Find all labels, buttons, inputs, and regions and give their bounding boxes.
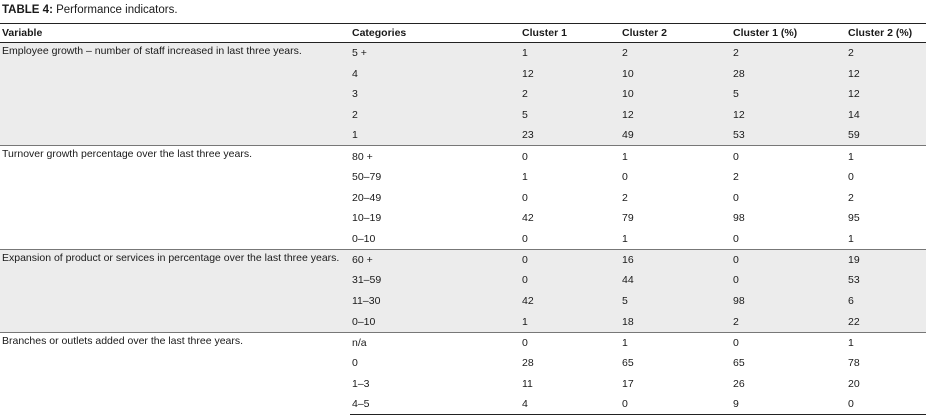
header-cluster-2: Cluster 2 — [620, 24, 731, 43]
table-caption-text: Performance indicators. — [56, 4, 178, 16]
cluster-2-percent-cell: 2 — [848, 191, 854, 204]
cluster-2-cell: 5 — [620, 291, 731, 312]
header-categories: Categories — [350, 24, 520, 43]
cluster-2-percent-cell: 14 — [846, 105, 926, 126]
cluster-2-cell: 65 — [622, 357, 634, 370]
category-cell: 0–10 — [350, 311, 520, 332]
cluster-2-percent-cell: 22 — [846, 311, 926, 332]
cluster-2-percent-cell: 1 — [846, 146, 926, 167]
category-cell: 3 — [350, 84, 520, 105]
cluster-1-cell: 23 — [520, 125, 620, 146]
cluster-1-percent-cell: 98 — [733, 212, 745, 225]
group-turnover-growth — [0, 146, 926, 249]
cluster-1-cell: 11 — [522, 377, 533, 390]
cluster-2-cell: 1 — [620, 332, 731, 353]
category-cell: 0–10 — [352, 232, 376, 245]
cluster-1-cell: 42 — [520, 291, 620, 312]
cluster-2-cell: 16 — [620, 249, 731, 270]
header-cluster-1-percent: Cluster 1 (%) — [731, 24, 846, 43]
cluster-2-percent-cell: 2 — [846, 43, 926, 64]
table-row — [0, 43, 926, 64]
category-cell: 11–30 — [350, 291, 520, 312]
cluster-1-cell: 0 — [520, 270, 620, 291]
cluster-2-cell: 0 — [620, 394, 731, 415]
cluster-2-percent-cell: 0 — [848, 170, 854, 183]
category-cell: 1 — [350, 125, 520, 146]
cluster-2-cell: 10 — [620, 63, 731, 84]
cluster-1-percent-cell: 9 — [731, 394, 846, 415]
cluster-2-percent-cell: 0 — [846, 394, 926, 415]
cluster-2-cell: 12 — [620, 105, 731, 126]
cluster-2-cell: 44 — [620, 270, 731, 291]
cluster-1-cell: 0 — [520, 146, 620, 167]
cluster-2-cell: 49 — [620, 125, 731, 146]
cluster-1-cell: 42 — [522, 212, 534, 225]
variable-cell: Turnover growth percentage over the last three years. — [0, 146, 350, 249]
table-row — [0, 249, 926, 270]
category-cell: 4–5 — [350, 394, 520, 415]
cluster-1-cell: 12 — [520, 63, 620, 84]
category-cell: 0 — [352, 357, 358, 370]
header-row — [0, 24, 926, 43]
performance-indicators-table — [0, 23, 926, 415]
cluster-1-percent-cell: 0 — [731, 146, 846, 167]
table-row — [0, 146, 926, 167]
cluster-1-cell: 28 — [522, 357, 534, 370]
cluster-2-cell: 1 — [622, 232, 628, 245]
cluster-1-percent-cell: 0 — [731, 270, 846, 291]
category-cell: 5 + — [350, 43, 520, 64]
category-cell: 20–49 — [352, 191, 382, 204]
group-expansion — [0, 249, 926, 332]
table-caption — [2, 2, 178, 18]
category-cell: 4 — [350, 63, 520, 84]
cluster-1-cell: 5 — [520, 105, 620, 126]
cluster-1-percent-cell: 65 — [733, 357, 745, 370]
table-row — [0, 332, 926, 353]
variable-cell: Expansion of product or services in percentage over the last three years. — [0, 249, 350, 332]
cluster-1-percent-cell: 2 — [731, 43, 846, 64]
cluster-1-percent-cell: 53 — [731, 125, 846, 146]
variable-cell: Employee growth – number of staff increased in last three years. — [0, 43, 350, 146]
cluster-2-cell: 0 — [622, 170, 628, 183]
category-cell: 31–59 — [350, 270, 520, 291]
category-cell: 50–79 — [352, 170, 382, 183]
category-cell: 1–3 — [352, 377, 370, 390]
header-variable: Variable — [0, 24, 350, 43]
cluster-2-cell: 17 — [622, 377, 634, 390]
cluster-1-cell: 1 — [520, 311, 620, 332]
category-cell: 10–19 — [352, 212, 382, 225]
header-cluster-1: Cluster 1 — [520, 24, 620, 43]
cluster-1-percent-cell: 0 — [731, 332, 846, 353]
cluster-2-percent-cell: 12 — [846, 84, 926, 105]
cluster-1-percent-cell: 0 — [731, 249, 846, 270]
cluster-1-cell: 0 — [520, 249, 620, 270]
cluster-1-cell: 0 — [520, 332, 620, 353]
cluster-2-percent-cell: 1 — [848, 232, 854, 245]
category-cell: 80 + — [350, 146, 520, 167]
cluster-1-percent-cell: 28 — [731, 63, 846, 84]
cluster-1-cell: 1 — [520, 43, 620, 64]
cluster-2-cell: 2 — [620, 43, 731, 64]
cluster-1-cell: 0 — [522, 232, 528, 245]
table-caption-label: TABLE 4: — [2, 4, 53, 16]
cluster-1-cell: 4 — [520, 394, 620, 415]
category-cell: 60 + — [350, 249, 520, 270]
cluster-1-percent-cell: 5 — [731, 84, 846, 105]
category-cell: n/a — [350, 332, 520, 353]
group-branches-outlets — [0, 332, 926, 415]
cluster-2-cell: 79 — [622, 212, 634, 225]
header-cluster-2-percent: Cluster 2 (%) — [846, 24, 926, 43]
cluster-2-cell: 2 — [622, 191, 628, 204]
cluster-2-percent-cell: 20 — [848, 377, 860, 390]
cluster-1-cell: 0 — [522, 191, 528, 204]
variable-cell: Branches or outlets added over the last three years. — [0, 332, 350, 415]
category-cell: 2 — [350, 105, 520, 126]
group-employee-growth — [0, 43, 926, 146]
cluster-2-percent-cell: 95 — [848, 212, 860, 225]
cluster-2-percent-cell: 53 — [846, 270, 926, 291]
cluster-1-percent-cell: 0 — [733, 191, 739, 204]
table-header — [0, 24, 926, 43]
cluster-2-percent-cell: 19 — [846, 249, 926, 270]
cluster-1-cell: 2 — [520, 84, 620, 105]
cluster-2-cell: 1 — [620, 146, 731, 167]
cluster-1-percent-cell: 12 — [731, 105, 846, 126]
cluster-2-percent-cell: 1 — [846, 332, 926, 353]
cluster-2-percent-cell: 12 — [846, 63, 926, 84]
cluster-2-cell: 10 — [620, 84, 731, 105]
cluster-2-percent-cell: 59 — [846, 125, 926, 146]
cluster-2-percent-cell: 6 — [846, 291, 926, 312]
cluster-2-cell: 18 — [620, 311, 731, 332]
cluster-1-percent-cell: 98 — [731, 291, 846, 312]
cluster-1-percent-cell: 26 — [733, 377, 745, 390]
cluster-1-cell: 1 — [522, 170, 528, 183]
cluster-1-percent-cell: 0 — [733, 232, 739, 245]
cluster-2-percent-cell: 78 — [848, 357, 860, 370]
cluster-1-percent-cell: 2 — [733, 170, 739, 183]
cluster-1-percent-cell: 2 — [731, 311, 846, 332]
